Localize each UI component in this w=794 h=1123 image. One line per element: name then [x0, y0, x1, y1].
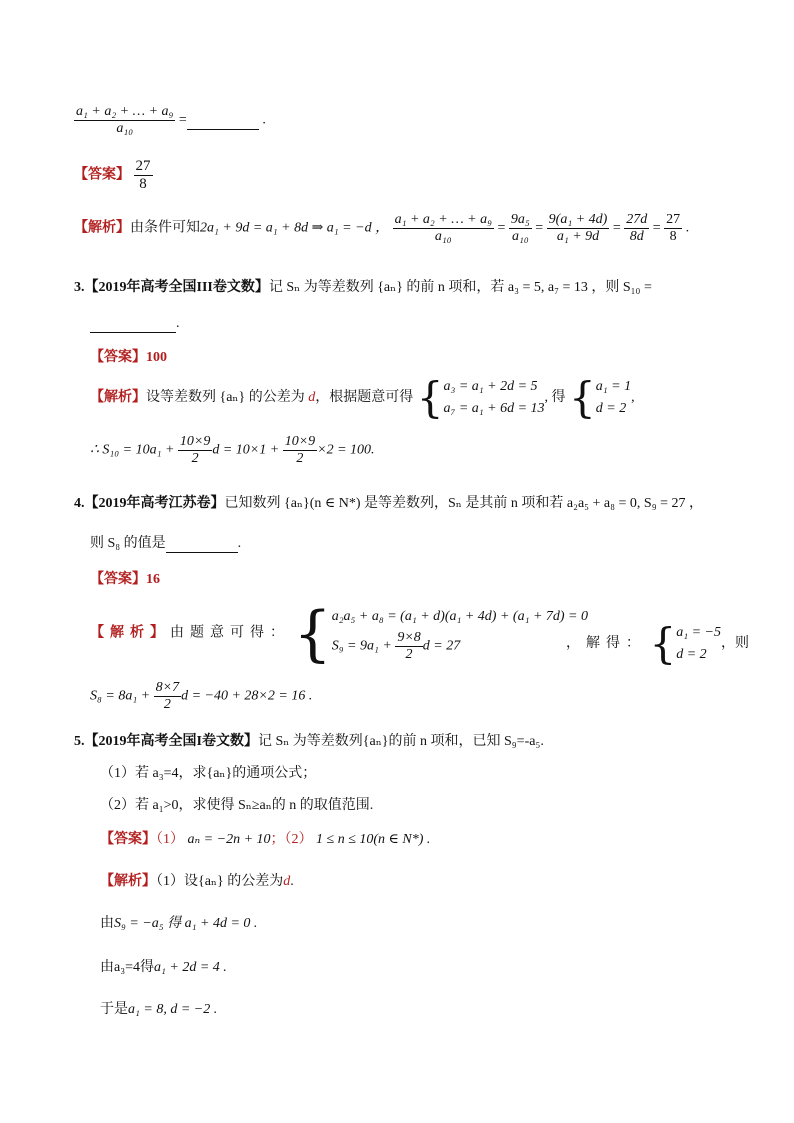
fraction: $\frac{27d}{8d}$ — [626, 212, 648, 244]
calculation-row: ∴ S₁₀ = 10a₁ + $\frac{10\times 9}{2}$ d = 10×1 + $\frac{10\times 9}{2}$ ×2 = 100. — [90, 434, 375, 466]
left-brace: { — [569, 373, 596, 422]
carry-fraction: $\frac{\text{a₁ + a₂ + … + a₉}}{\text{a₁₀}}$ — [76, 104, 174, 136]
equation-system: a₁ = −5 d = 2 — [676, 625, 721, 662]
question-4-line2: 则 S₈ 的值是 . — [90, 536, 242, 551]
solution-step: 由S₉ = −a₅ 得 a₁ + 4d = 0 . — [100, 916, 258, 931]
fraction: $\frac{9\times 8}{2}$ — [397, 630, 421, 662]
fraction: $\frac{\text{a₁ + a₂ + … + a₉}}{\text{a₁₀}}$ — [394, 212, 492, 244]
question-4: 4.【2019年高考江苏卷】已知数列 {aₙ}(n ∈ N*) 是等差数列，Sₙ 是其前 n 项和若 a₂a₅ + a₈ = 0, S₉ = 27 ， — [74, 496, 703, 511]
fraction: $\frac{10\times 9}{2}$ — [179, 434, 211, 466]
equation-system: a₂a₅ + a₈ = (a₁ + d)(a₁ + 4d) + (a₁ + 7d) = 0 S₉ = 9a₁ + $\frac{9\times 8}{2}$ d = 27 — [331, 609, 588, 662]
fraction: $\frac{\text{9(a₁ + 4d)}}{\text{a₁ + 9d}}$ — [548, 212, 608, 244]
question-5-part2: （2）若 a₁>0，求使得 Sₙ≥aₙ的 n 的取值范围. — [100, 798, 374, 813]
fraction: $\frac{\text{9a₅}}{\text{a₁₀}}$ — [510, 212, 530, 244]
left-brace: { — [649, 619, 677, 668]
answer-blank — [187, 113, 259, 130]
question-5-part1: （1）若 a₃=4，求{aₙ}的通项公式； — [100, 766, 317, 781]
calculation-row: S₈ = 8a₁ + $\frac{8\times 7}{2}$ d = −40 + 28×2 = 16 . — [90, 680, 313, 712]
carry-expression: $\frac{\text{a₁ + a₂ + … + a₉}}{\text{a₁₀}}$ = . — [76, 104, 266, 136]
answer-row: 【答案】16 — [90, 572, 160, 587]
equation-system: a₁ = 1 d = 2 — [595, 379, 632, 416]
answer-row: 【答案】100 — [90, 350, 167, 365]
solution-result: ，解得： { a₁ = −5 d = 2 ，则 — [566, 619, 749, 668]
left-brace: { — [293, 598, 332, 669]
answer-fraction: $\frac{27}{8}$ — [135, 158, 151, 192]
solution-row: 【解析】（1）设{aₙ} 的公差为d. — [100, 874, 294, 889]
question-5: 5.【2019年高考全国I卷文数】记 Sₙ 为等差数列{aₙ}的前 n 项和，已知 S₉=-a₅. — [74, 734, 544, 749]
question-3: 3.【2019年高考全国III卷文数】记 Sₙ 为等差数列 {aₙ} 的前 n 项和，若 a₃ = 5, a₇ = 13 ，则 S₁₀ = — [74, 280, 652, 295]
solution-step: 于是a₁ = 8, d = −2 . — [100, 1002, 218, 1017]
solution-row: 【解析】设等差数列 {aₙ} 的公差为 d，根据题意可得 { a₃ = a₁ + 2d = 5 a₇ = a₁ + 6d = 13 , 得 { a₁ = 1 d = 2 , — [90, 373, 635, 422]
answer-blank: . — [90, 316, 180, 333]
answer-row: 【答案】 $\frac{27}{8}$ — [74, 158, 151, 192]
equation-system: a₃ = a₁ + 2d = 5 a₇ = a₁ + 6d = 13 — [443, 379, 545, 416]
fraction: $\frac{27}{8}$ — [666, 212, 681, 244]
solution-row: 【解析】由条件可知2a₁ + 9d = a₁ + 8d ⇒ a₁ = −d ， $\frac{\text{a₁ + a₂ + … + a₉}}{\text{a₁₀}}$ = $\frac{\text{9a₅}}{\text{a₁₀}}$ = $\frac{\text{9(a₁ + 4d)}}{\text{a₁ + 9d}}$ = $\frac{27d}{8d}$ = $\frac{27}{8}$ . — [74, 212, 690, 244]
solution-step: 由a₃=4得a₁ + 2d = 4 . — [100, 960, 227, 975]
fraction: $\frac{10\times 9}{2}$ — [284, 434, 316, 466]
answer-row: 【答案】（1） aₙ = −2n + 10；（2） 1 ≤ n ≤ 10(n ∈ N*) . — [100, 832, 431, 847]
answer-blank — [166, 536, 238, 553]
fraction: $\frac{8\times 7}{2}$ — [155, 680, 180, 712]
solution-row: 【解析】由题意可得： { a₂a₅ + a₈ = (a₁ + d)(a₁ + 4d) + (a₁ + 7d) = 0 S₉ = 9a₁ + $\frac{9\times 8}{2}$ d = 27 — [90, 598, 588, 669]
left-brace: { — [416, 373, 444, 422]
